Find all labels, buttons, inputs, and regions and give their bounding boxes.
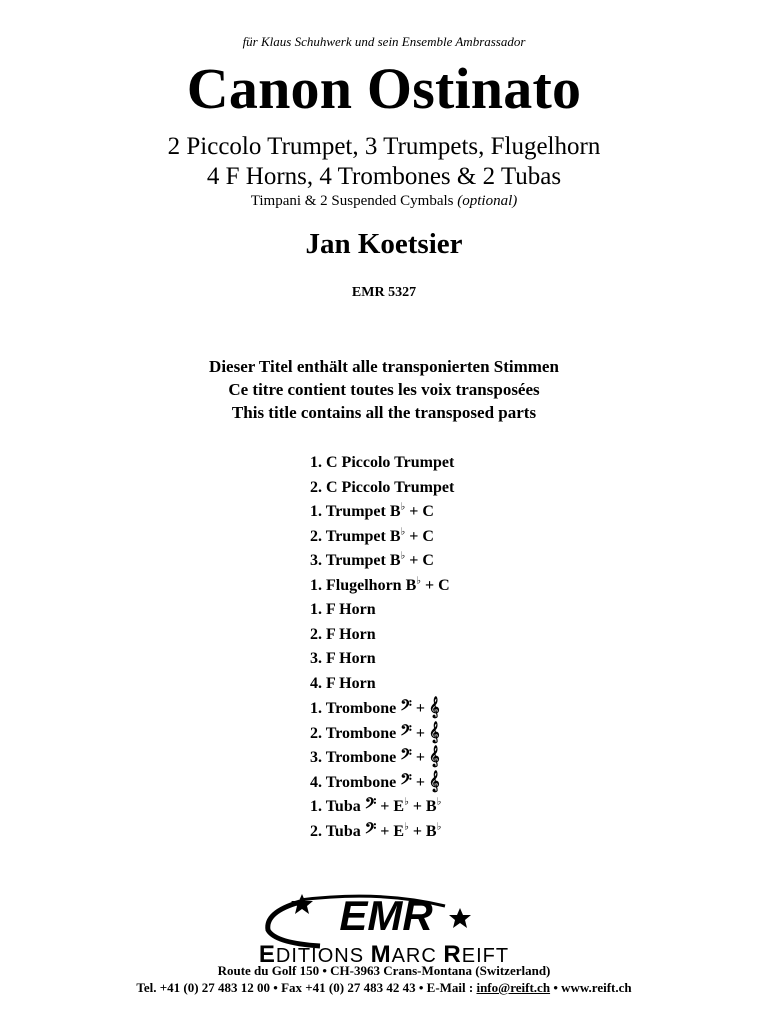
flat-sign-icon: ♭ [436, 796, 442, 808]
part-label: 3. Trombone [310, 749, 401, 766]
publisher-name-part: DITIONS [275, 945, 371, 967]
instrumentation-line-1: 2 Piccolo Trumpet, 3 Trumpets, Flugelhorn [167, 133, 601, 160]
flat-sign-icon: ♭ [400, 526, 406, 538]
part-suffix: + C [405, 552, 434, 569]
part-item [310, 598, 570, 623]
flat-sign-icon: ♭ [416, 575, 421, 587]
part-label: 1. Flugelhorn B [310, 576, 417, 594]
publisher-address: Route du Golf 150 • CH-3963 Crans-Montana (Switzerland) [217, 963, 551, 978]
part-item [310, 525, 570, 550]
part-label: 2. Trumpet B [310, 527, 401, 545]
part-item [310, 794, 570, 819]
dedication: für Klaus Schuhwerk und sein Ensemble Ambrassador [242, 34, 526, 49]
publisher-contact [0, 980, 768, 996]
flat-sign-icon: ♭ [400, 550, 406, 562]
logo-emr-text: EMR [339, 892, 433, 939]
part-label: 1. C Piccolo Trumpet [310, 454, 455, 471]
part-connector: + E [376, 798, 405, 815]
emr-logo [0, 888, 768, 968]
part-connector: + [411, 700, 429, 717]
part-item [310, 721, 570, 746]
part-label: 1. F Horn [310, 601, 376, 618]
part-label: 4. F Horn [310, 674, 376, 692]
part-suffix: + B [408, 798, 437, 815]
publisher-name-part: ARC [391, 945, 444, 967]
flat-sign-icon: ♭ [404, 821, 409, 833]
instrumentation-line-2: 4 F Horns, 4 Trombones & 2 Tubas [206, 163, 562, 190]
publisher-name-part: R [443, 941, 462, 968]
logo-swoosh [268, 902, 320, 946]
bass-clef-icon: 𝄢 [364, 819, 377, 841]
part-item [310, 574, 570, 599]
part-label: 2. Tuba [310, 822, 365, 840]
description-french: Ce titre contient toutes les voix transposées [228, 380, 540, 399]
part-label: 1. Trumpet B [310, 503, 401, 520]
part-label: 1. Tuba [310, 798, 365, 815]
bass-clef-icon: 𝄢 [400, 770, 412, 792]
part-label: 1. Trombone [310, 700, 401, 717]
flat-sign-icon: ♭ [404, 796, 409, 808]
part-connector: + [411, 724, 429, 742]
part-item [310, 696, 570, 721]
part-suffix: + B [408, 822, 437, 840]
star-icon [449, 908, 471, 928]
part-item [310, 623, 570, 648]
part-label: 2. Trombone [310, 724, 401, 742]
score-title: Canon Ostinato [186, 56, 582, 121]
part-item [310, 819, 570, 844]
part-label: 2. C Piccolo Trumpet [310, 478, 455, 496]
contact-website: • www.reift.ch [550, 980, 632, 995]
treble-clef-icon: 𝄞 [428, 721, 440, 743]
treble-clef-icon: 𝄞 [428, 746, 440, 767]
part-label: 3. Trumpet B [310, 552, 401, 569]
composer-name: Jan Koetsier [305, 228, 463, 260]
part-item [310, 745, 570, 770]
part-connector: + [411, 773, 429, 791]
bass-clef-icon: 𝄢 [400, 721, 412, 743]
part-item [310, 549, 570, 574]
part-connector: + [411, 749, 429, 766]
part-label: 2. F Horn [310, 625, 376, 643]
part-item [310, 672, 570, 697]
part-item [310, 647, 570, 672]
part-label: 3. F Horn [310, 650, 376, 667]
part-suffix: + C [405, 527, 434, 545]
part-item [310, 500, 570, 525]
email-link[interactable]: info@reift.ch [476, 980, 551, 995]
part-suffix: + C [405, 503, 434, 520]
bass-clef-icon: 𝄢 [400, 746, 412, 767]
description-german: Dieser Titel enthält alle transponierten Stimmen [209, 357, 559, 376]
part-label: 4. Trombone [310, 773, 401, 791]
part-item [310, 476, 570, 501]
part-item [310, 451, 570, 476]
publisher-name-part: EIFT [461, 945, 510, 967]
instrumentation-line-3 [0, 193, 768, 210]
treble-clef-icon: 𝄞 [428, 770, 440, 792]
flat-sign-icon: ♭ [436, 821, 442, 833]
description-english: This title contains all the transposed parts [231, 403, 537, 422]
part-connector: + E [376, 822, 405, 840]
publisher-name-part: M [370, 941, 392, 968]
flat-sign-icon: ♭ [400, 501, 406, 513]
instrumentation-optional-instruments: Timpani & 2 Suspended Cymbals [250, 193, 454, 209]
treble-clef-icon: 𝄞 [428, 697, 440, 718]
bass-clef-icon: 𝄢 [364, 795, 377, 816]
parts-list [310, 451, 570, 843]
part-suffix: + C [420, 576, 450, 594]
part-item [310, 770, 570, 795]
description-block [0, 355, 768, 424]
contact-phone-fax: Tel. +41 (0) 27 483 12 00 • Fax +41 (0) 27 483 42 43 • E-Mail : [136, 980, 477, 995]
bass-clef-icon: 𝄢 [400, 697, 412, 718]
catalog-code: EMR 5327 [351, 285, 417, 300]
instrumentation-optional-note: (optional) [457, 193, 518, 209]
publisher-name-part: E [258, 941, 276, 968]
